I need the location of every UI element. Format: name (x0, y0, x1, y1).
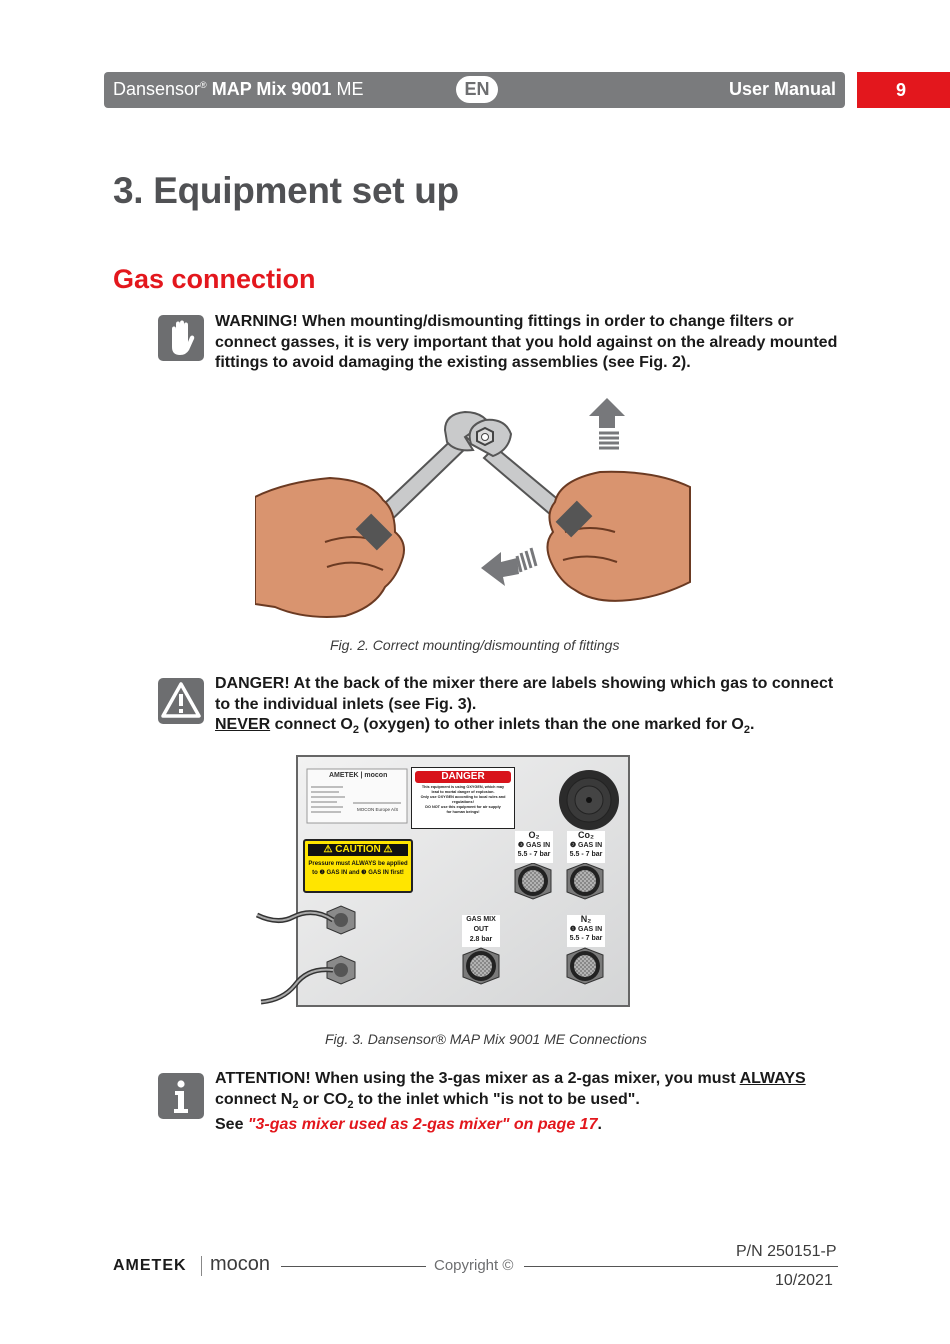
attention-line2a: connect N (215, 1090, 293, 1108)
attention-line1: ATTENTION! When using the 3-gas mixer as a 2-gas mixer, you must (215, 1070, 740, 1087)
part-number: P/N 250151-P (736, 1243, 837, 1260)
rating-plate-company: MOCON Europe A/S (357, 807, 399, 812)
page-header (104, 72, 845, 108)
danger-label (411, 767, 515, 829)
logo-divider (201, 1256, 202, 1276)
danger-line1: DANGER! At the back of the mixer there are labels showing which gas to connect to the individual inlets (see Fig. 3). (215, 675, 834, 713)
caution-label-title: ⚠ CAUTION ⚠ (308, 844, 408, 856)
danger-label-text: This equipment is using OXYGEN, which may lead to mortal danger of explosion. Only use OXYGEN according to local rules and regulations! DO NOT use this equipment for air supply for human beings! (420, 785, 506, 814)
footer-rule-left (281, 1266, 426, 1267)
fig2-caption: Fig. 2. Correct mounting/dismounting of fittings (330, 637, 620, 653)
attention-line2c: to the inlet which "is not to be used". (353, 1090, 640, 1108)
fitting-o2 (515, 863, 551, 899)
attention-always: ALWAYS (739, 1070, 806, 1087)
attention-see: See (215, 1116, 248, 1134)
doc-type: User Manual (728, 79, 836, 99)
caution-label (303, 839, 413, 893)
cross-reference-link[interactable]: "3-gas mixer used as 2-gas mixer" on page 17 (247, 1116, 598, 1134)
attention-period: . (597, 1116, 602, 1134)
section-title: Gas connection (113, 264, 316, 294)
revision-date: 10/2021 (775, 1272, 833, 1289)
n2-sub: 2 (292, 1098, 299, 1111)
danger-never: NEVER (215, 716, 271, 733)
tag-o2: O₂ ❸ GAS IN 5.5 - 7 bar (515, 831, 553, 863)
attention-line2b: or CO (298, 1090, 348, 1108)
language-badge: EN (456, 76, 498, 103)
tag-gas-mix-out: GAS MIX OUT 2.8 bar (462, 915, 500, 947)
chapter-title: 3. Equipment set up (113, 170, 459, 211)
fig2-wrench-illustration (255, 392, 695, 624)
attention-text (215, 1069, 840, 1136)
danger-text (215, 674, 840, 741)
ametek-logo: AMETEK (113, 1257, 187, 1274)
danger-line2b: (oxygen) to other inlets than the one marked for O (358, 716, 744, 733)
fitting-n2 (567, 948, 603, 984)
warning-text: WARNING! When mounting/dismounting fittings in order to change filters or connect gasses, it is very important that you hold against on the already mounted fittings to avoid damaging the existing assemblies (see Fig. 2). (215, 313, 838, 371)
co2-sub: 2 (347, 1098, 354, 1111)
copyright: Copyright © (434, 1257, 514, 1274)
tag-co2: Co₂ ❷ GAS IN 5.5 - 7 bar (567, 831, 605, 863)
hand-stop-icon (158, 315, 204, 361)
fitting-gas-mix-out (463, 948, 499, 984)
fitting-co2 (567, 863, 603, 899)
o2-sub: 2 (352, 724, 359, 737)
mocon-logo: mocon (210, 1253, 271, 1275)
fig3-back-panel (253, 755, 633, 1008)
info-icon (158, 1073, 204, 1119)
danger-line2c: . (750, 716, 755, 733)
caution-label-text: Pressure must ALWAYS be applied to ❷ GAS IN and ❸ GAS IN first! (308, 861, 408, 876)
footer-rule-right (524, 1266, 838, 1267)
tag-n2: N₂ ❶ GAS IN 5.5 - 7 bar (567, 915, 605, 947)
danger-label-title: DANGER (415, 771, 511, 783)
page-number: 9 (857, 72, 950, 108)
warning-triangle-icon (158, 678, 204, 724)
fig3-caption: Fig. 3. Dansensor® MAP Mix 9001 ME Connections (325, 1031, 647, 1047)
o2-sub: 2 (743, 724, 750, 737)
rating-plate-brand: AMETEK | mocon (329, 772, 388, 779)
product-name: Dansensor® MAP Mix 9001 ME (113, 79, 364, 99)
danger-line2a: connect O (270, 716, 353, 733)
